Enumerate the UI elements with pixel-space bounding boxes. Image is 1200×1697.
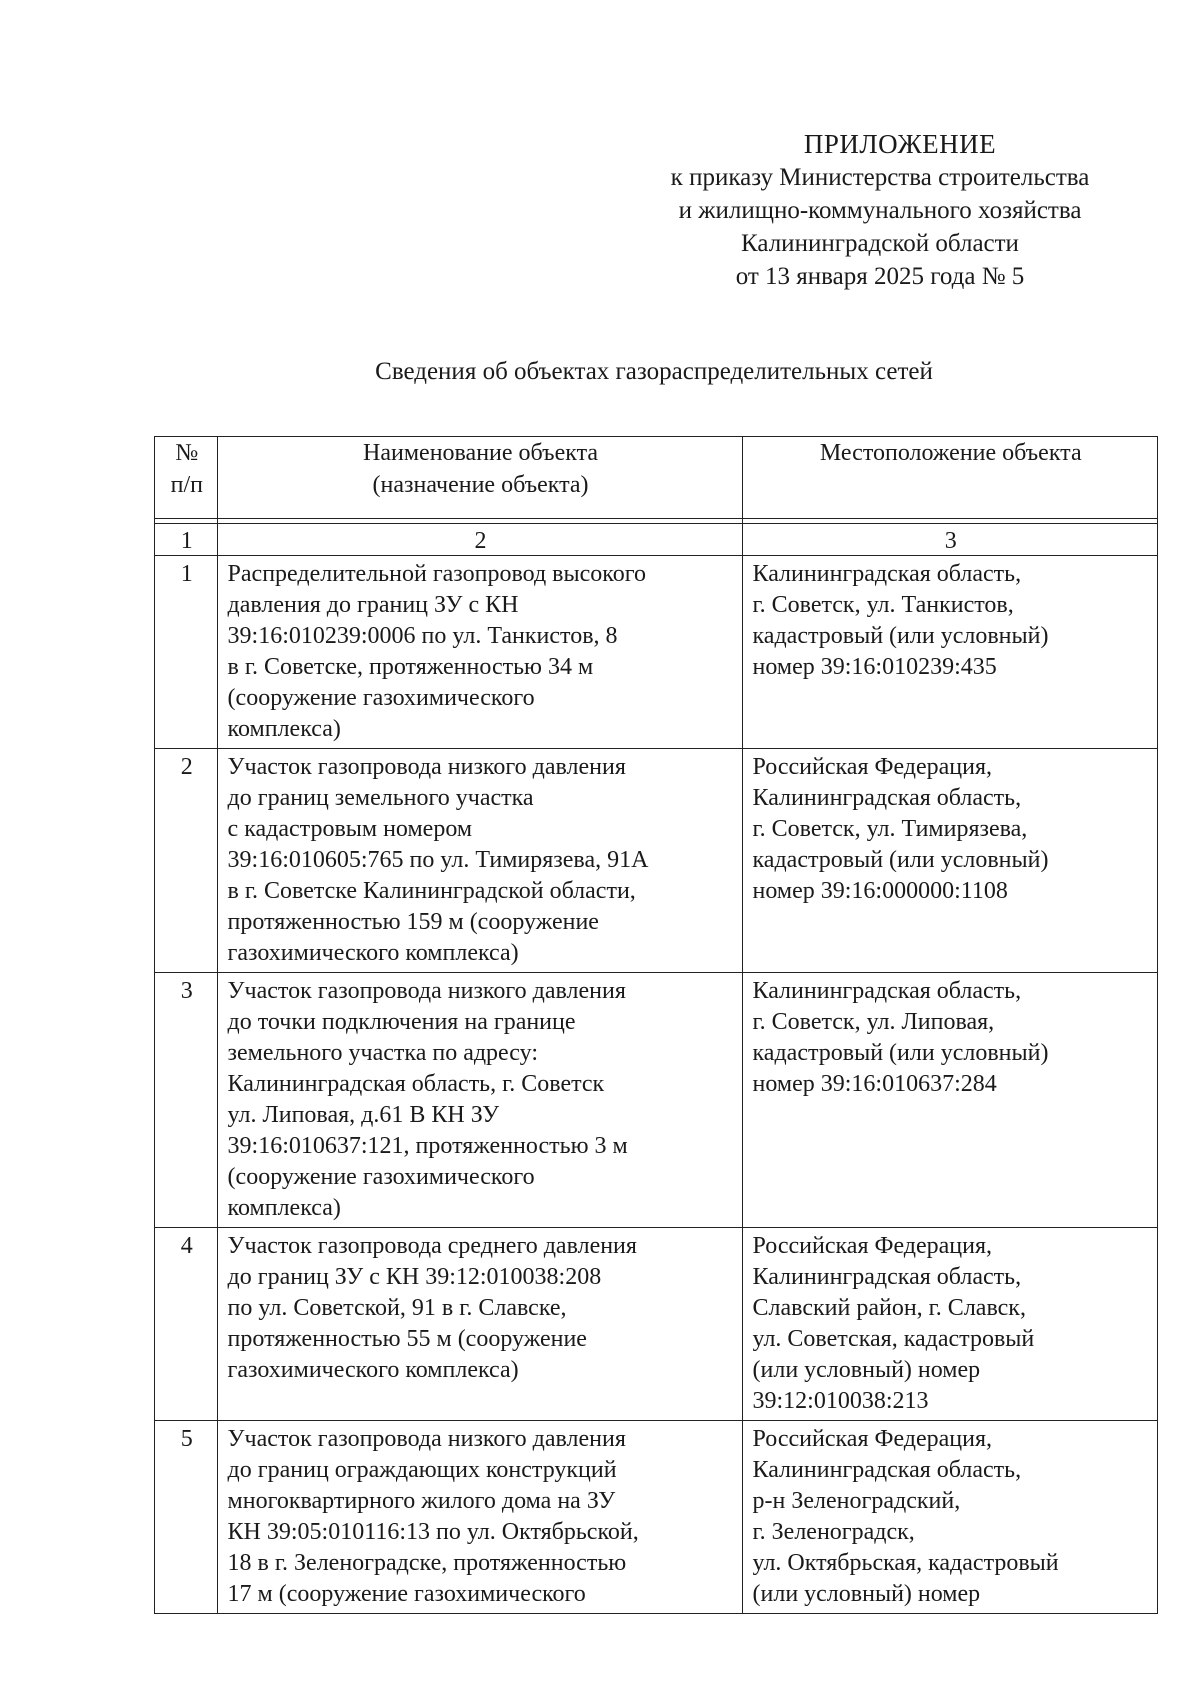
table-row [155, 749, 1158, 973]
header-object-name: Наименование объекта (назначение объекта) [217, 437, 742, 519]
header-number: № п/п [155, 437, 218, 519]
appendix-line-2: и жилищно-коммунального хозяйства [678, 197, 1082, 224]
column-number: 1 [155, 524, 218, 556]
object-name: Участок газопровода низкого давления до точки подключения на границе земельного участка по адресу: Калининградская область, г. Советск ул. Липовая, д.61 В КН ЗУ 39:16:010637:121, протяженностью 3 м (сооружение газохимического комплекса) [217, 973, 742, 1228]
document-title: Сведения об объектах газораспределительных сетей [375, 358, 933, 385]
table-row [155, 973, 1158, 1228]
column-number: 3 [742, 524, 1158, 556]
appendix-line-3: Калининградской области [741, 230, 1019, 257]
object-name: Участок газопровода среднего давления до границ ЗУ с КН 39:12:010038:208 по ул. Советской, 91 в г. Славске, протяженностью 55 м (сооружение газохимического комплекса) [217, 1228, 742, 1421]
table-header-row [155, 437, 1158, 519]
column-number: 2 [217, 524, 742, 556]
object-location: Калининградская область, г. Советск, ул. Липовая, кадастровый (или условный) номер 39:16:010637:284 [742, 973, 1158, 1228]
object-location: Российская Федерация, Калининградская область, р-н Зеленоградский, г. Зеленоградск, ул. Октябрьская, кадастровый (или условный) номер [742, 1421, 1158, 1614]
object-location: Российская Федерация, Калининградская область, Славский район, г. Славск, ул. Советская, кадастровый (или условный) номер 39:12:010038:213 [742, 1228, 1158, 1421]
table-row [155, 1421, 1158, 1614]
table-row [155, 1228, 1158, 1421]
row-number: 2 [155, 749, 218, 973]
appendix-line-4: от 13 января 2025 года № 5 [735, 263, 1025, 290]
column-number-row [155, 524, 1158, 556]
row-number: 5 [155, 1421, 218, 1614]
object-name: Участок газопровода низкого давления до границ ограждающих конструкций многоквартирного жилого дома на ЗУ КН 39:05:010116:13 по ул. Октябрьской, 18 в г. Зеленоградске, протяженностью 17 м (сооружение газохимического [217, 1421, 742, 1614]
appendix-line-1: к приказу Министерства строительства [670, 164, 1090, 191]
row-number: 3 [155, 973, 218, 1228]
object-name: Распределительной газопровод высокого давления до границ ЗУ с КН 39:16:010239:0006 по ул. Танкистов, 8 в г. Советске, протяженностью 34 м (сооружение газохимического комплекса) [217, 556, 742, 749]
row-number: 4 [155, 1228, 218, 1421]
appendix-header [600, 128, 1160, 293]
object-location: Российская Федерация, Калининградская область, г. Советск, ул. Тимирязева, кадастровый (или условный) номер 39:16:000000:1108 [742, 749, 1158, 973]
appendix-label: ПРИЛОЖЕНИЕ [803, 129, 997, 159]
object-location: Калининградская область, г. Советск, ул. Танкистов, кадастровый (или условный) номер 39:16:010239:435 [742, 556, 1158, 749]
object-name: Участок газопровода низкого давления до границ земельного участка с кадастровым номером 39:16:010605:765 по ул. Тимирязева, 91А в г. Советске Калининградской области, протяженностью 159 м (сооружение газохимического комплекса) [217, 749, 742, 973]
table-row [155, 556, 1158, 749]
row-number: 1 [155, 556, 218, 749]
header-object-location: Местоположение объекта [742, 437, 1158, 519]
objects-table [154, 436, 1158, 1614]
